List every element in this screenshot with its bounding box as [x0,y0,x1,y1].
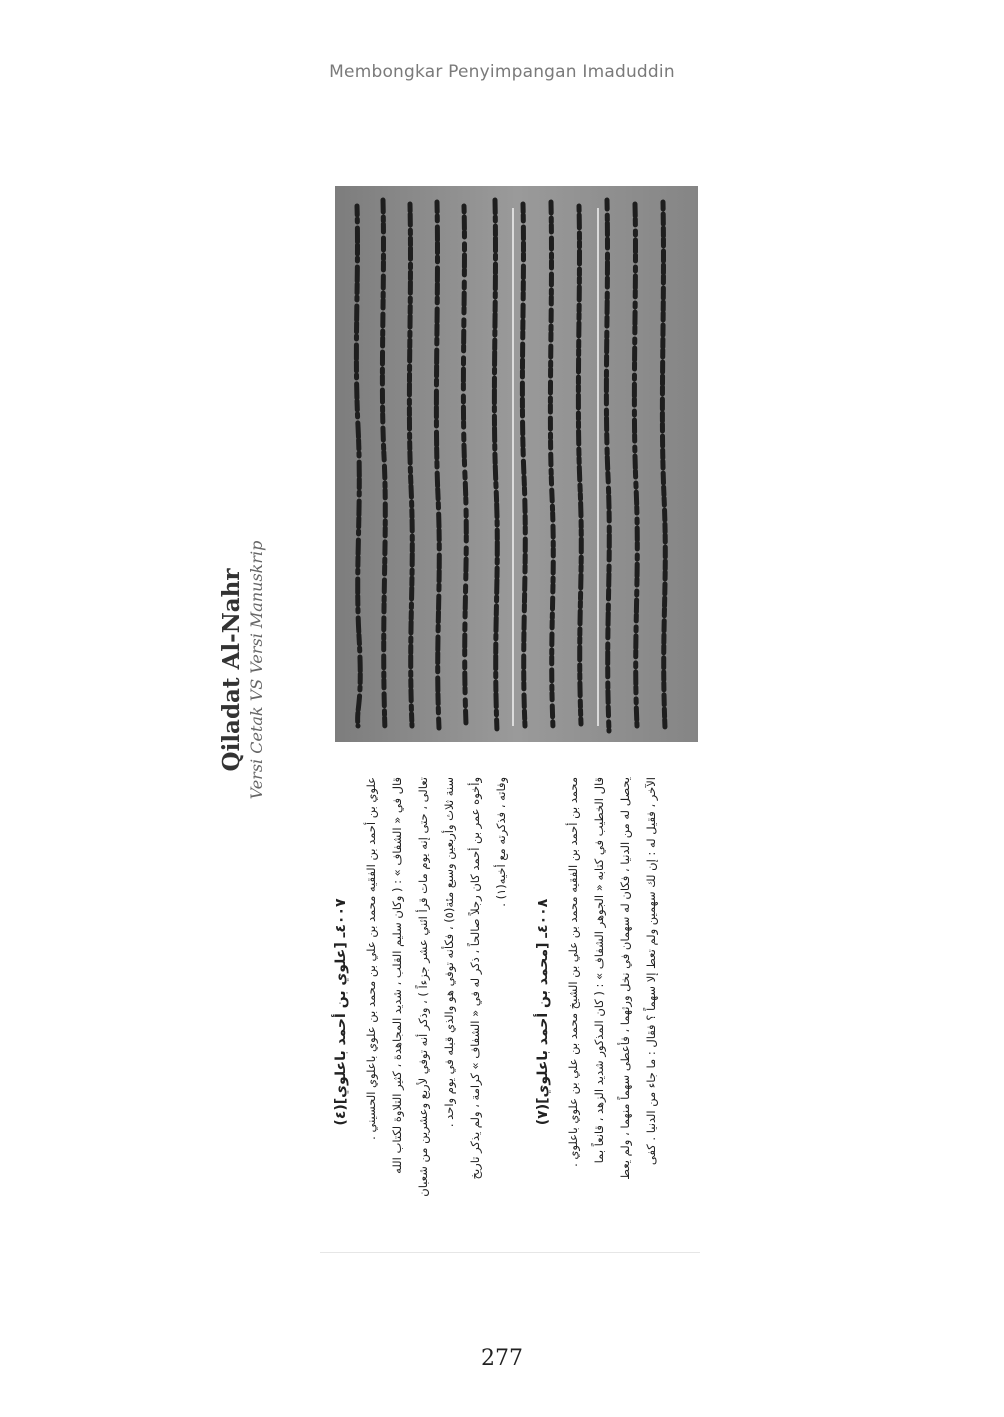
entry-line: وفاته ، فذكرته مع أخيه(١) . [494,777,508,907]
entry-line: سنة ثلاث وأربعين وسبع مئة(٥) ، فكأنه توفي هو والذي قبله في يوم واحد . [442,777,456,1128]
entry-line: يحصل له من الدنيا ، فكان له سهمان في نخل ورثهما ، فأعطى سهماً منهما ، ولم يعط [618,777,632,1180]
entry-heading: ٤٠٠٨ـ [محمد بن أحمد باعلوي](٧) [535,898,551,1126]
page-number: 277 [481,1346,523,1371]
entry-line: قال في « الشفاف » : ( وكان سليم القلب ، شديد المجاهدة ، كثير التلاوة لكتاب الله [390,777,404,1174]
entry-line: وأخوه عمر بن أحمد كان رجلاً صالحاً ، ذكر له في « الشفاف » كرامة ، ولم يذكر تاريخ [468,777,482,1180]
figure-subtitle: Versi Cetak VS Versi Manuskrip [247,540,266,800]
running-head: Membongkar Penyimpangan Imaduddin [329,62,675,82]
entry-line: قال الخطيب في كتابه « الجوهر الشفاف » : ( كان المذكور شديد الزهد ، قانعاً بما [592,777,606,1164]
entry-heading: ٤٠٠٧ـ [علوي بن أحمد باعلوي](٤) [333,898,349,1126]
manuscript-handwriting [335,186,698,742]
entry-line: علوي بن أحمد بن الفقيه محمد بن علي بن محمد بن علوي باعلوي الحسيني . [364,777,378,1140]
entry-line: تعالى ، حتى إنه يوم مات قرأ اثني عشر جزءاً ) ، وذكر أنه توفي لأربع وعشرين من شعبان [416,777,430,1197]
entry-spacer [514,777,528,1247]
entry-line: محمد بن أحمد بن الفقيه محمد بن علي بن الشيخ محمد بن علي بن علوي باعلوي . [566,777,580,1167]
figure-title: Qiladat Al-Nahr [218,568,245,772]
figure-title-block [218,460,274,880]
entry-line: الآخر ، فقيل له : إن لك سهمين ولم تعط إلا سهماً ؟ فقال : ما جاء من الدنيا . كفى [644,777,658,1166]
printed-version [320,772,702,1252]
image-bottom-rule [320,1252,700,1253]
manuscript-image [335,186,698,742]
